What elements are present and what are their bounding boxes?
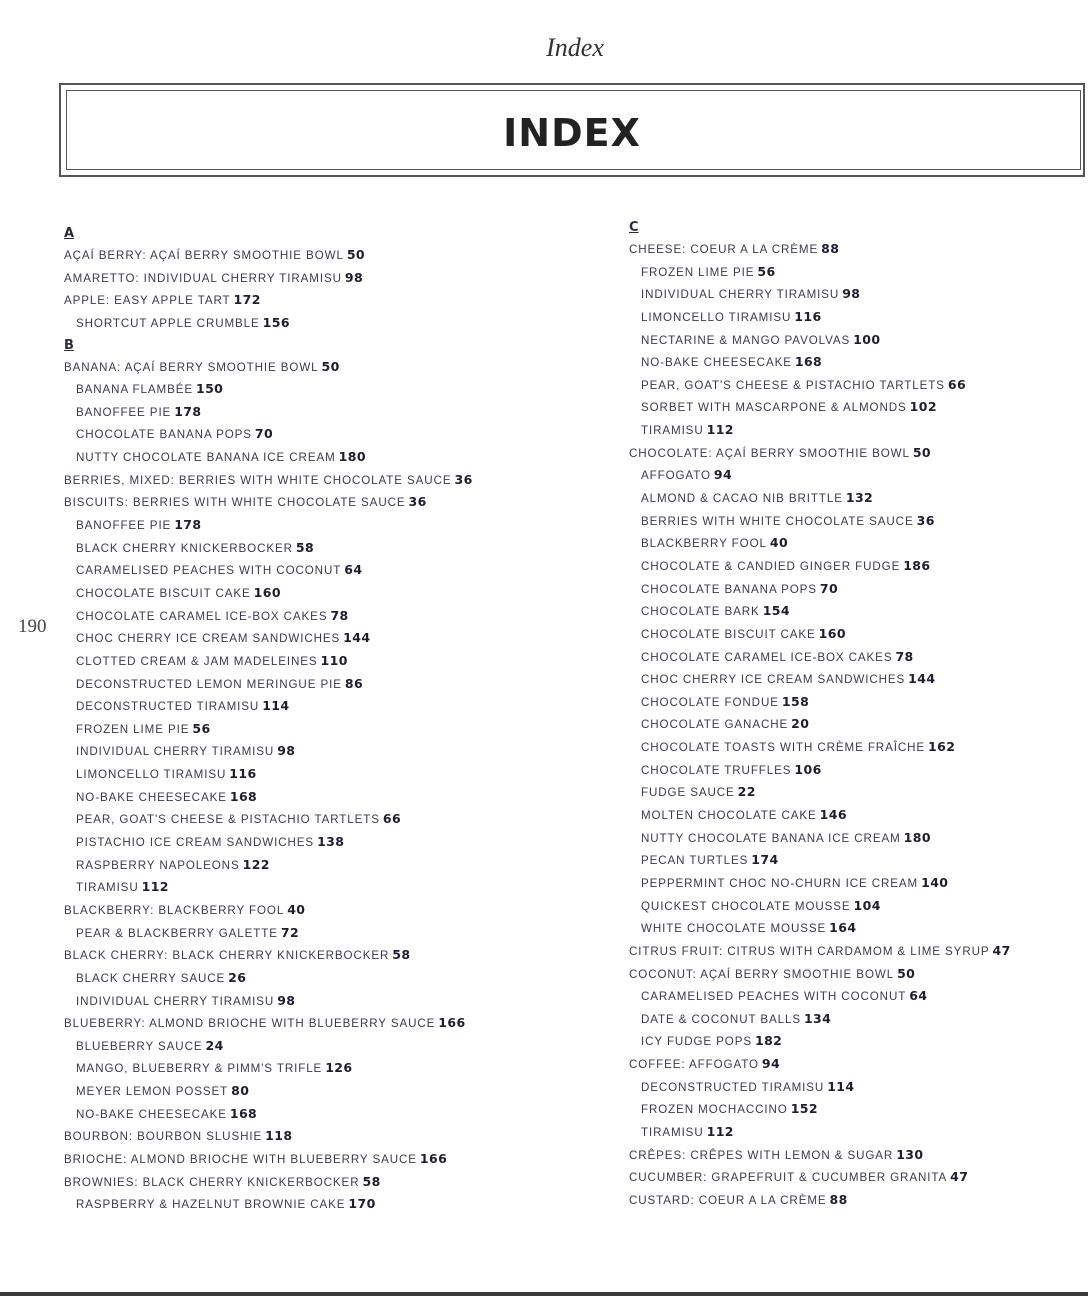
entry-text: CITRUS FRUIT: CITRUS WITH CARDAMOM & LIME SYRUP	[629, 944, 990, 958]
entry-text: AMARETTO: INDIVIDUAL CHERRY TIRAMISU	[64, 271, 342, 285]
entry-text: PEAR, GOAT'S CHEESE & PISTACHIO TARTLETS	[641, 378, 945, 392]
index-subentry	[629, 759, 1079, 782]
section-letter: A	[64, 226, 75, 241]
index-subentry	[64, 922, 584, 945]
index-subentry	[629, 374, 1079, 397]
entry-text: BLACKBERRY: BLACKBERRY FOOL	[64, 903, 285, 917]
entry-text: CLOTTED CREAM & JAM MADELEINES	[76, 654, 318, 668]
entry-page-number: 168	[794, 354, 823, 370]
entry-page-number: 104	[853, 897, 881, 913]
index-subentry	[629, 1030, 1079, 1053]
index-subentry	[629, 872, 1079, 895]
entry-text: FROZEN LIME PIE	[76, 722, 190, 736]
entry-page-number: 88	[829, 1191, 848, 1207]
entry-page-number: 146	[819, 807, 847, 823]
entry-page-number: 50	[897, 965, 916, 981]
entry-page-number: 50	[912, 444, 932, 460]
entry-page-number: 168	[229, 1105, 258, 1121]
entry-text: BANANA FLAMBÉE	[76, 383, 193, 397]
page-title: INDEX	[503, 111, 641, 155]
entry-text: MANGO, BLUEBERRY & PIMM'S TRIFLE	[76, 1062, 323, 1076]
entry-text: CHOCOLATE TOASTS WITH CRÈME FRAÎCHE	[641, 741, 926, 755]
entry-text: BANOFFEE PIE	[76, 405, 172, 419]
entry-text: INDIVIDUAL CHERRY TIRAMISU	[76, 994, 275, 1008]
entry-page-number: 40	[287, 901, 306, 917]
bottom-edge	[0, 1292, 1088, 1296]
entry-text: PEPPERMINT CHOC NO-CHURN ICE CREAM	[641, 876, 919, 890]
index-entry	[64, 491, 584, 514]
entry-text: COFFEE: AFFOGATO	[629, 1058, 759, 1072]
entry-page-number: 110	[320, 652, 348, 668]
entry-text: BRIOCHE: ALMOND BRIOCHE WITH BLUEBERRY SAUCE	[64, 1152, 417, 1166]
entry-page-number: 138	[317, 834, 345, 850]
entry-text: DATE & COCONUT BALLS	[641, 1012, 801, 1026]
index-subentry	[64, 967, 584, 990]
entry-text: BLACK CHERRY SAUCE	[76, 971, 226, 985]
entry-page-number: 50	[346, 247, 366, 262]
index-subentry	[629, 464, 1079, 487]
entry-text: PEAR, GOAT'S CHEESE & PISTACHIO TARTLETS	[76, 813, 380, 827]
entry-text: RASPBERRY NAPOLEONS	[76, 858, 240, 872]
index-subentry	[64, 537, 584, 560]
entry-text: CHOCOLATE CARAMEL ICE-BOX CAKES	[641, 650, 893, 664]
index-subentry	[629, 578, 1079, 601]
entry-text: TIRAMISU	[641, 424, 704, 438]
entry-page-number: 140	[921, 874, 949, 890]
index-subentry	[64, 1035, 584, 1058]
index-entry	[629, 1053, 1079, 1076]
entry-text: CHOCOLATE TRUFFLES	[641, 763, 792, 777]
entry-text: NUTTY CHOCOLATE BANANA ICE CREAM	[641, 831, 901, 845]
entry-text: CHOCOLATE FONDUE	[641, 695, 779, 709]
entry-page-number: 114	[827, 1078, 855, 1094]
entry-text: CHOCOLATE CARAMEL ICE-BOX CAKES	[76, 609, 328, 623]
entry-text: CHOCOLATE BANANA POPS	[641, 582, 817, 596]
entry-page-number: 22	[737, 784, 756, 800]
entry-page-number: 36	[408, 494, 427, 510]
entry-page-number: 98	[842, 286, 861, 302]
entry-page-number: 182	[754, 1033, 783, 1049]
index-subentry	[629, 917, 1079, 940]
entry-page-number: 94	[713, 467, 733, 483]
index-subentry	[64, 1080, 584, 1103]
entry-text: AÇAÍ BERRY: AÇAÍ BERRY SMOOTHIE BOWL	[64, 249, 344, 262]
index-column-left	[64, 223, 584, 1216]
entry-page-number: 132	[845, 490, 874, 506]
index-entry	[64, 1171, 584, 1194]
entry-page-number: 72	[280, 924, 300, 940]
index-subentry	[64, 423, 584, 446]
index-subentry	[64, 673, 584, 696]
index-entry	[629, 1144, 1079, 1167]
index-entry	[64, 469, 584, 492]
index-subentry	[629, 646, 1079, 669]
entry-page-number: 152	[790, 1101, 818, 1117]
entry-page-number: 126	[325, 1060, 353, 1076]
entry-page-number: 166	[419, 1150, 448, 1166]
entry-text: DECONSTRUCTED LEMON MERINGUE PIE	[76, 677, 342, 691]
entry-page-number: 64	[909, 988, 928, 1004]
index-subentry	[629, 781, 1079, 804]
index-column-right	[629, 217, 1079, 1212]
index-entry	[64, 1012, 584, 1035]
entry-text: CHOCOLATE: AÇAÍ BERRY SMOOTHIE BOWL	[629, 446, 910, 460]
page-number: 190	[18, 616, 47, 637]
index-entry	[64, 1125, 584, 1148]
entry-text: SHORTCUT APPLE CRUMBLE	[76, 316, 260, 330]
entry-page-number: 86	[344, 675, 364, 691]
entry-page-number: 112	[141, 879, 169, 895]
index-subentry	[64, 559, 584, 582]
entry-text: NECTARINE & MANGO PAVOLVAS	[641, 333, 851, 347]
index-subentry	[64, 786, 584, 809]
entry-text: SORBET WITH MASCARPONE & ALMONDS	[641, 401, 907, 415]
entry-text: CRÊPES: CRÊPES WITH LEMON & SUGAR	[629, 1148, 894, 1162]
index-subentry	[64, 831, 584, 854]
entry-text: ICY FUDGE POPS	[641, 1035, 752, 1049]
entry-text: INDIVIDUAL CHERRY TIRAMISU	[76, 745, 275, 759]
entry-text: CHEESE: COEUR A LA CRÈME	[629, 243, 819, 256]
entry-text: CHOCOLATE BISCUIT CAKE	[76, 586, 251, 600]
entry-text: CUSTARD: COEUR A LA CRÈME	[629, 1193, 827, 1207]
entry-page-number: 26	[228, 969, 247, 985]
index-subentry	[629, 306, 1079, 329]
entry-text: LIMONCELLO TIRAMISU	[76, 768, 227, 782]
entry-text: CHOCOLATE & CANDIED GINGER FUDGE	[641, 559, 901, 573]
entry-page-number: 112	[706, 1123, 734, 1139]
index-subentry	[629, 329, 1079, 352]
entry-page-number: 40	[769, 535, 789, 551]
entry-page-number: 178	[174, 517, 202, 533]
index-subentry	[64, 446, 584, 469]
entry-text: BLACK CHERRY: BLACK CHERRY KNICKERBOCKER	[64, 949, 390, 963]
entry-text: TIRAMISU	[641, 1125, 704, 1139]
index-subentry	[64, 514, 584, 537]
entry-page-number: 36	[916, 512, 935, 528]
index-entry	[629, 963, 1079, 986]
index-subentry	[629, 283, 1079, 306]
entry-page-number: 20	[791, 716, 810, 732]
entry-text: AFFOGATO	[641, 469, 711, 483]
section-letter: B	[64, 337, 74, 353]
entry-text: CHOCOLATE BANANA POPS	[76, 428, 252, 442]
index-subentry	[629, 510, 1079, 533]
index-subentry	[629, 261, 1079, 284]
entry-text: CHOCOLATE BARK	[641, 605, 760, 619]
entry-text: MEYER LEMON POSSET	[76, 1085, 229, 1099]
index-subentry	[629, 1098, 1079, 1121]
entry-text: LIMONCELLO TIRAMISU	[641, 310, 792, 324]
entry-page-number: 154	[762, 603, 790, 619]
entry-page-number: 58	[362, 1173, 381, 1189]
entry-page-number: 160	[253, 584, 281, 600]
entry-text: BOURBON: BOURBON SLUSHIE	[64, 1130, 263, 1144]
entry-text: FROZEN LIME PIE	[641, 265, 755, 279]
index-subentry	[629, 487, 1079, 510]
index-subentry	[629, 600, 1079, 623]
index-subentry	[629, 396, 1079, 419]
entry-text: DECONSTRUCTED TIRAMISU	[76, 700, 260, 714]
entry-page-number: 78	[895, 648, 914, 664]
entry-page-number: 80	[231, 1083, 250, 1099]
entry-page-number: 66	[382, 811, 402, 827]
entry-page-number: 114	[262, 698, 290, 714]
entry-text: NUTTY CHOCOLATE BANANA ICE CREAM	[76, 451, 336, 465]
entry-text: MOLTEN CHOCOLATE CAKE	[641, 809, 817, 823]
index-entry	[64, 289, 584, 312]
entry-page-number: 116	[229, 766, 257, 782]
entry-page-number: 50	[321, 358, 340, 374]
index-entry	[64, 1148, 584, 1171]
title-box	[59, 83, 1085, 177]
index-subentry	[629, 985, 1079, 1008]
entry-page-number: 172	[233, 292, 261, 308]
index-subentry	[64, 378, 584, 401]
index-entry	[629, 1189, 1079, 1212]
entry-page-number: 162	[928, 739, 956, 755]
index-subentry	[629, 668, 1079, 691]
index-subentry	[629, 827, 1079, 850]
entry-page-number: 180	[903, 829, 931, 845]
entry-page-number: 160	[818, 625, 846, 641]
entry-page-number: 102	[909, 399, 937, 415]
index-subentry	[64, 740, 584, 763]
index-entry	[64, 944, 584, 967]
index-entry	[629, 442, 1079, 465]
index-subentry	[629, 555, 1079, 578]
entry-page-number: 150	[195, 381, 224, 397]
entry-page-number: 134	[803, 1010, 832, 1026]
index-subentry	[629, 532, 1079, 555]
entry-page-number: 144	[343, 630, 371, 646]
entry-text: BANANA: AÇAÍ BERRY SMOOTHIE BOWL	[64, 360, 319, 374]
entry-page-number: 118	[265, 1128, 293, 1144]
index-subentry	[629, 849, 1079, 872]
entry-page-number: 70	[819, 580, 839, 596]
entry-text: CUCUMBER: GRAPEFRUIT & CUCUMBER GRANITA	[629, 1171, 948, 1185]
entry-page-number: 106	[794, 761, 822, 777]
entry-text: BLUEBERRY SAUCE	[76, 1039, 203, 1053]
entry-text: WHITE CHOCOLATE MOUSSE	[641, 922, 827, 936]
index-subentry	[64, 627, 584, 650]
entry-text: BLACKBERRY FOOL	[641, 537, 767, 551]
entry-text: BANOFFEE PIE	[76, 519, 172, 533]
entry-text: CARAMELISED PEACHES WITH COCONUT	[641, 990, 907, 1004]
index-subentry	[64, 876, 584, 899]
entry-text: CHOCOLATE GANACHE	[641, 718, 789, 732]
entry-page-number: 180	[338, 449, 366, 465]
entry-page-number: 164	[829, 920, 857, 936]
entry-text: FROZEN MOCHACCINO	[641, 1103, 788, 1117]
entry-text: BERRIES, MIXED: BERRIES WITH WHITE CHOCOLATE SAUCE	[64, 473, 452, 487]
index-subentry	[629, 895, 1079, 918]
index-subentry	[64, 582, 584, 605]
index-subentry	[629, 351, 1079, 374]
entry-page-number: 56	[192, 720, 211, 736]
entry-text: DECONSTRUCTED TIRAMISU	[641, 1080, 825, 1094]
index-entry	[629, 940, 1079, 963]
entry-page-number: 98	[277, 743, 296, 759]
entry-text: BISCUITS: BERRIES WITH WHITE CHOCOLATE SAUCE	[64, 496, 406, 510]
index-subentry	[629, 691, 1079, 714]
entry-text: NO-BAKE CHEESECAKE	[76, 1107, 227, 1121]
index-subentry	[64, 763, 584, 786]
index-subentry	[64, 854, 584, 877]
entry-text: PISTACHIO ICE CREAM SANDWICHES	[76, 836, 315, 850]
index-entry	[64, 356, 584, 379]
entry-text: NO-BAKE CHEESECAKE	[641, 356, 792, 370]
entry-text: PEAR & BLACKBERRY GALETTE	[76, 926, 278, 940]
entry-text: INDIVIDUAL CHERRY TIRAMISU	[641, 288, 840, 302]
index-entry	[629, 1166, 1079, 1189]
entry-page-number: 116	[794, 308, 822, 324]
index-subentry	[64, 695, 584, 718]
index-subentry	[629, 713, 1079, 736]
index-entry	[64, 244, 584, 267]
entry-page-number: 158	[781, 693, 810, 709]
index-subentry	[64, 718, 584, 741]
entry-page-number: 70	[254, 426, 274, 442]
entry-page-number: 98	[277, 992, 296, 1008]
entry-page-number: 88	[821, 241, 840, 256]
entry-text: ALMOND & CACAO NIB BRITTLE	[641, 492, 843, 506]
index-subentry	[629, 1076, 1079, 1099]
entry-text: APPLE: EASY APPLE TART	[64, 294, 231, 308]
index-subentry	[629, 804, 1079, 827]
entry-page-number: 130	[896, 1146, 924, 1162]
entry-page-number: 168	[229, 788, 258, 804]
entry-text: FUDGE SAUCE	[641, 786, 735, 800]
entry-page-number: 122	[242, 856, 270, 872]
index-subentry	[64, 605, 584, 628]
entry-page-number: 66	[947, 376, 967, 392]
entry-text: NO-BAKE CHEESECAKE	[76, 790, 227, 804]
index-subentry	[629, 1121, 1079, 1144]
entry-page-number: 98	[344, 269, 364, 285]
entry-text: BLUEBERRY: ALMOND BRIOCHE WITH BLUEBERRY SAUCE	[64, 1017, 436, 1031]
entry-page-number: 174	[751, 852, 779, 868]
entry-page-number: 58	[392, 947, 411, 963]
entry-text: QUICKEST CHOCOLATE MOUSSE	[641, 899, 851, 913]
index-subentry	[629, 736, 1079, 759]
entry-page-number: 94	[761, 1056, 781, 1072]
section-letter: C	[629, 220, 639, 235]
entry-page-number: 112	[706, 422, 734, 438]
entry-page-number: 170	[348, 1196, 376, 1212]
entry-text: COCONUT: AÇAÍ BERRY SMOOTHIE BOWL	[629, 967, 895, 981]
index-subentry	[64, 808, 584, 831]
entry-page-number: 78	[330, 607, 349, 623]
entry-text: CHOC CHERRY ICE CREAM SANDWICHES	[641, 673, 906, 687]
entry-page-number: 58	[295, 539, 315, 555]
entry-page-number: 36	[454, 471, 473, 487]
entry-text: CARAMELISED PEACHES WITH COCONUT	[76, 564, 342, 578]
entry-page-number: 47	[950, 1169, 969, 1185]
index-subentry	[629, 623, 1079, 646]
entry-page-number: 24	[205, 1037, 224, 1053]
entry-text: CHOC CHERRY ICE CREAM SANDWICHES	[76, 632, 341, 646]
index-subentry	[64, 1193, 584, 1216]
entry-page-number: 156	[262, 314, 290, 330]
entry-page-number: 178	[174, 403, 202, 419]
index-subentry	[64, 401, 584, 424]
index-subentry	[64, 650, 584, 673]
entry-page-number: 166	[438, 1015, 466, 1031]
entry-page-number: 186	[903, 557, 931, 573]
entry-text: RASPBERRY & HAZELNUT BROWNIE CAKE	[76, 1198, 346, 1212]
index-subentry	[64, 1103, 584, 1126]
entry-text: BROWNIES: BLACK CHERRY KNICKERBOCKER	[64, 1175, 360, 1189]
entry-page-number: 64	[344, 562, 363, 578]
index-subentry	[64, 1057, 584, 1080]
entry-page-number: 47	[992, 942, 1011, 958]
index-subentry	[629, 419, 1079, 442]
index-subentry	[64, 312, 584, 335]
index-entry	[64, 267, 584, 290]
running-head: Index	[546, 33, 604, 62]
index-subentry	[629, 1008, 1079, 1031]
entry-page-number: 56	[757, 263, 776, 279]
entry-text: PECAN TURTLES	[641, 854, 749, 868]
index-entry	[629, 238, 1079, 261]
index-subentry	[64, 990, 584, 1013]
entry-text: BLACK CHERRY KNICKERBOCKER	[76, 541, 293, 555]
entry-text: TIRAMISU	[76, 881, 139, 895]
entry-text: BERRIES WITH WHITE CHOCOLATE SAUCE	[641, 514, 914, 528]
entry-page-number: 144	[908, 671, 936, 687]
entry-text: CHOCOLATE BISCUIT CAKE	[641, 627, 816, 641]
entry-page-number: 100	[853, 331, 881, 347]
index-entry	[64, 899, 584, 922]
